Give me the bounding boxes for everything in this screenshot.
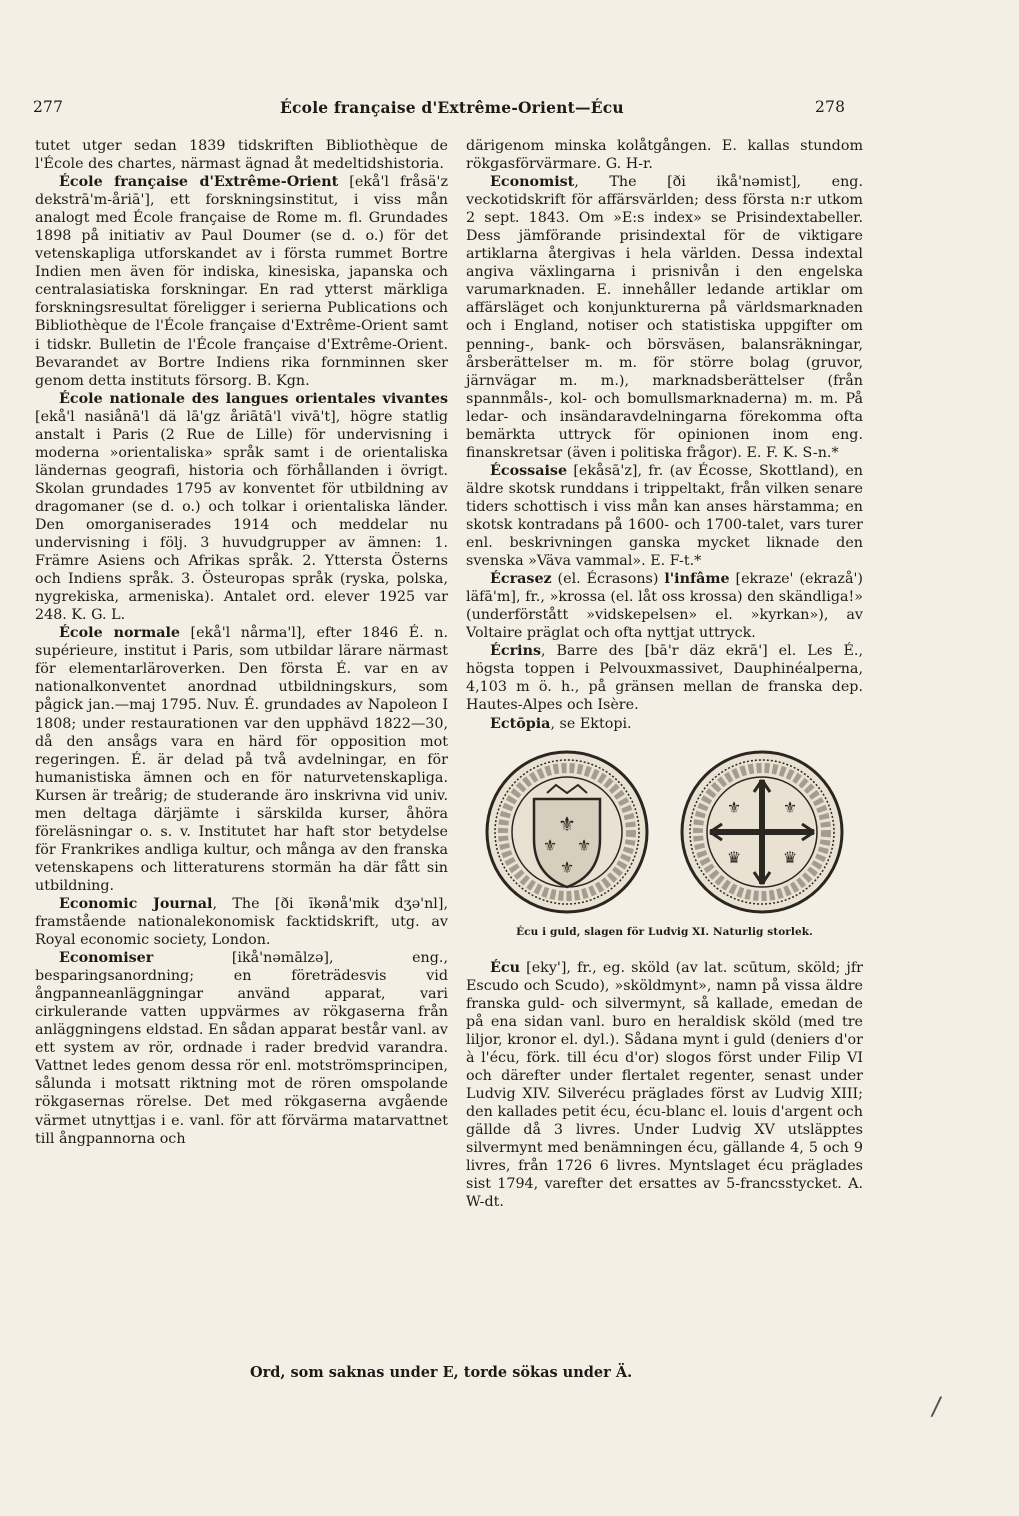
entry-economic-journal: Economic Journal, The [ði īkənå'mik dʒə'nl], framstående nationalekonomisk facktidskrift, utg. av Royal economic society, London. bbox=[35, 895, 448, 949]
headword: École française d'Extrême-Orient bbox=[59, 174, 339, 191]
footer-note: Ord, som saknas under E, torde sökas under Ä. bbox=[250, 1364, 633, 1381]
headword: École normale bbox=[59, 625, 180, 642]
left-page-number: 277 bbox=[33, 98, 64, 116]
coin-caption: Écu i guld, slagen för Ludvig XI. Naturlig storlek. bbox=[516, 925, 813, 938]
svg-text:⚜: ⚜ bbox=[782, 797, 798, 817]
entry-continuation: därigenom minska kolåtgången. E. kallas stundom rökgasförvärmare. G. H-r. bbox=[466, 138, 863, 173]
headword: Economiser bbox=[59, 950, 154, 967]
left-column bbox=[35, 137, 448, 1148]
headword: Écrins bbox=[490, 643, 542, 660]
pencil-mark: / bbox=[929, 1391, 943, 1423]
headword: Écossaise bbox=[490, 462, 568, 479]
entry-ecrins: Écrins, Barre des [bā'r däz ekrā'] el. Les É., högsta toppen i Pelvouxmassivet, Dauphinéalperna, 4,103 m ö. h., på gränsen mellan de franska dep. Hautes-Alpes och Isère. bbox=[466, 643, 863, 714]
svg-text:⚜: ⚜ bbox=[558, 811, 576, 836]
headword: Economic Journal bbox=[59, 895, 213, 912]
entry-ecu: Écu [eky'], fr., eg. sköld (av lat. scūtum, sköld; jfr Escudo och Scudo), »sköldmynt», namn på vissa äldre franska guld- och silvermynt, så kallade, emedan de på ena sidan vanl. buro en heraldisk sköld (med tre liljor, kronor el. dyl.). Sådana mynt i guld (deniers d'or à l'écu, förk. till écu d'or) slogos först under Filip VI och därefter under flertalet regenter, senast under Ludvig XIV. Silverécu präglades först av Ludvig XIII; den kallades petit écu, écu-blanc el. louis d'argent och gällde då 3 livres. Under Ludvig XV utsläpptes silvermynt med benämningen écu, gällande 4, 5 och 9 livres, från 1726 6 livres. Myntslaget écu präglades sist 1794, varefter det ersattes av 5-francsstycket. A. W-dt. bbox=[466, 959, 863, 1211]
svg-text:⚜: ⚜ bbox=[576, 835, 592, 855]
svg-text:⚜: ⚜ bbox=[559, 857, 575, 877]
headword: Economist bbox=[490, 174, 575, 191]
headword: Écrasez bbox=[490, 571, 552, 588]
entry-efeo: École française d'Extrême-Orient [ekå'l fråsä'z dekstrā'm-åriā'], ett forskningsinstitut, i viss mån analogt med École française de Rome m. fl. Grundades 1898 på initiativ av Paul Doumer (se d. o.) för det vetenskapliga utforskandet av i första rummet Bortre Indien men även för indiska, kinesiska, japanska och centralasiatiska forskningar. En rad ytterst märkliga forskningsresultat föreligger i serierna Publications och Bibliothèque de l'École française d'Extrême-Orient samt i tidskr. Bulletin de l'École française d'Extrême-Orient. Bevarandet av Bortre Indiens rika fornminnen sker genom detta instituts försorg. B. Kgn. bbox=[35, 174, 448, 389]
entry-economiser: Economiser [ikå'nəmālzə], eng., besparingsanordning; en företrädesvis vid ångpanneanläggningar använd apparat, vari cirkulerande vatten uppvärmes av rökgaserna från anläggningens eldstad. En sådan apparat består vanl. av ett system av rör, ordnade i rader bredvid varandra. Vattnet ledes genom dessa rör enl. motströmsprincipen, sålunda i motsatt riktning mot de rören omspolande rökgasernas rörelse. Det med rökgaserna avgående värmet utnyttjas i e. vanl. för att förvärma matarvattnet till ångpannorna och bbox=[35, 950, 448, 1147]
entry-ecrasez: Écrasez (el. Écrasons) l'infâme [ekraze' (ekrazå') läfā'm], fr., »krossa (el. låt oss krossa) den skändliga!» (underförstått »vidskepelsen» el. »kyrkan»), av Voltaire präglat och ofta nyttjat uttryck. bbox=[466, 571, 863, 642]
entry-continuation: tutet utger sedan 1839 tidskriften Bibliothèque de l'École des chartes, närmast ägnad åt medeltidshistoria. bbox=[35, 138, 448, 173]
headword: Écu bbox=[490, 959, 520, 976]
coin-illustration bbox=[466, 747, 863, 917]
svg-text:⚜: ⚜ bbox=[542, 835, 558, 855]
svg-text:♛: ♛ bbox=[726, 847, 742, 867]
headword: Ectōpia bbox=[490, 715, 551, 732]
headword: École nationale des langues orientales vivantes bbox=[59, 390, 448, 407]
running-header: École française d'Extrême-Orient—Écu bbox=[280, 98, 624, 117]
svg-text:⚜: ⚜ bbox=[726, 797, 742, 817]
right-column bbox=[466, 137, 863, 1211]
headword-2: l'infâme bbox=[664, 571, 730, 588]
entry-langues-orientales: École nationale des langues orientales vivantes [ekå'l nasiånā'l dä lā'gz åriātā'l vivā't], högre statlig anstalt i Paris (2 Rue de Lille) för undervisning i moderna »orientaliska» språk samt i de orientaliska ländernas geografi, historia och förhållanden i övrigt. Skolan grundades 1795 av konventet för utbildning av dragomaner (se d. o.) och tolkar i orientaliska länder. Den omorganiserades 1914 och meddelar nu undervisning i följ. 3 huvudgrupper av ämnen: 1. Främre Asiens och Afrikas språk. 2. Yttersta Österns och Indiens språk. 3. Östeuropas språk (ryska, polska, nygrekiska, armeniska). Antalet ord. elever 1925 var 248. K. G. L. bbox=[35, 390, 448, 624]
coin-obverse-image bbox=[487, 752, 647, 912]
entry-ecossaise: Écossaise [ekåsā'z], fr. (av Écosse, Skottland), en äldre skotsk runddans i trippeltakt, från vilken senare tiders schottisch i viss mån kan anses härstamma; en skotsk kontradans på 1600- och 1700-talet, vars turer enl. beskrivningen ganska mycket liknade den svenska »Väva vammal». E. F-t.* bbox=[466, 462, 863, 570]
coin-reverse-image bbox=[682, 752, 842, 912]
right-page-number: 278 bbox=[815, 98, 846, 116]
entry-ecole-normale: École normale [ekå'l nårma'l], efter 1846 É. n. supérieure, institut i Paris, som utbildar lärare närmast för elementarläroverken. Den första É. var en av nationalkonventet anordnad utbildningskurs, som pågick jan.—maj 1795. Nuv. É. grundades av Napoleon I 1808; under restaurationen var den upphävd 1822—30, då den ansågs vara en härd för opposition mot regeringen. É. är delad på två avdelningar, en för humanistiska ämnen och en för naturvetenskapliga. Kursen är treårig; de studerande äro inskrivna vid univ. men deltaga därjämte i särskilda kurser, åhöra föreläsningar o. s. v. Institutet har haft stor betydelse för Frankrikes andliga kultur, och många av den franska vetenskapens och litteraturens stormän ha där fått sin utbildning. bbox=[35, 625, 448, 894]
svg-text:♛: ♛ bbox=[782, 847, 798, 867]
entry-ectopia: Ectōpia, se Ektopi. bbox=[490, 715, 632, 732]
entry-economist: Economist, The [ði ikå'nəmist], eng. veckotidskrift för affärsvärlden; dess första n:r utkom 2 sept. 1843. Om »E:s index» se Prisindextabeller. Dess jämförande prisindextal för de viktigare artiklarna återgivas i hela världen. Dessa indextal angiva växlingarna i prisnivån i den engelska varumarknaden. E. innehåller ledande artiklar om affärsläget och konjunkturerna på världsmarknaden och i England, notiser och statistiska uppgifter om penning-, bank- och börsväsen, balansräkningar, årsberättelser m. m. för större bolag (gruvor, järnvägar m. m.), marknadsberättelser (från spannmåls-, kol- och bomullsmarknaderna) m. m. På ledar- och insändaravdelningarna förekomma ofta bemärkta uttryck för opinionen inom eng. finanskretsar (även i politiska frågor). E. F. K. S-n.* bbox=[466, 174, 863, 461]
